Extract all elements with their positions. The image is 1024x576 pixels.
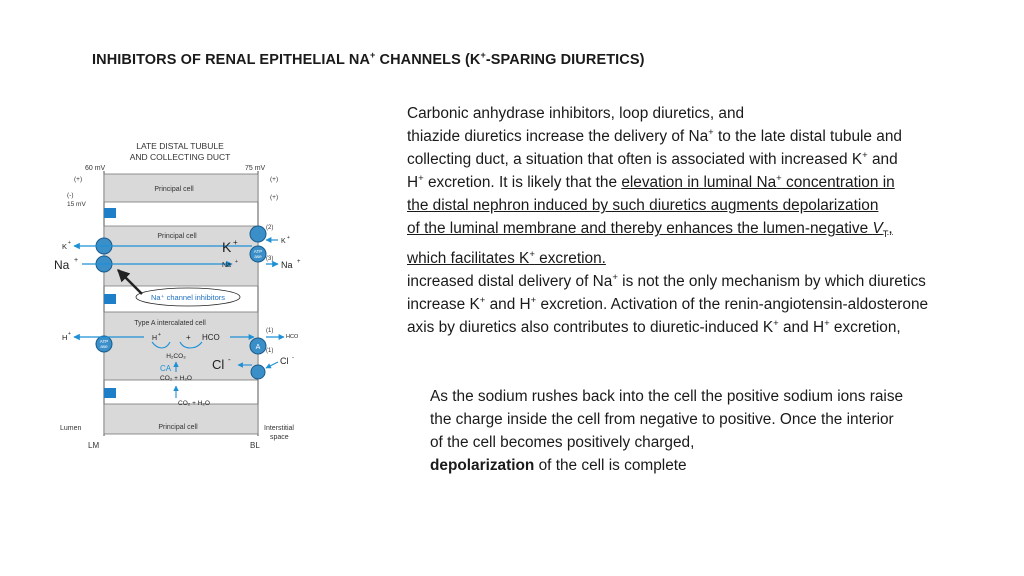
svg-text:ase: ase (254, 254, 262, 259)
k-channel-icon (250, 226, 266, 242)
step-number: (1) (266, 348, 274, 354)
ion-label: K (281, 238, 286, 245)
polarity-label: (+) (270, 194, 279, 201)
interstitial-label: Interstitial (264, 425, 294, 432)
svg-text:-: - (292, 355, 294, 361)
text-line: As the sodium rushes back into the cell the positive sodium ions raise (430, 388, 904, 405)
svg-text:+: + (233, 238, 238, 247)
ion-label: H (152, 335, 158, 342)
svg-text:+: + (68, 331, 71, 337)
text-line: of the luminal membrane and thereby enhances the lumen-negative $V_T$, (407, 220, 893, 240)
cell-label: Principal cell (157, 233, 197, 240)
tight-junction (104, 294, 116, 304)
ion-label: Cl (280, 356, 289, 366)
tight-junction (104, 208, 116, 218)
ion-label: Na (281, 260, 293, 270)
voltage-label: 75 mV (245, 165, 266, 172)
membrane-label-lm: LM (88, 441, 100, 450)
voltage-label: (-) (67, 192, 74, 199)
text-line: H+ excretion. It is likely that the elevation in luminal Na+ concentration in (407, 173, 895, 192)
text-line: of the cell becomes positively charged, (430, 434, 695, 452)
diagram-heading: LATE DISTAL TUBULE (136, 141, 224, 151)
text-line: which facilitates K+ excretion. (407, 248, 606, 267)
ion-label: + (186, 333, 191, 342)
step-number: (1) (266, 328, 274, 334)
lumen-label: Lumen (60, 425, 82, 432)
inhibitor-label: Na⁺ channel inhibitors (150, 293, 226, 302)
ion-label: Na (54, 258, 70, 272)
ion-label: Na (222, 262, 231, 269)
svg-text:+: + (74, 257, 79, 264)
ion-label: K (62, 242, 68, 251)
tight-junction (104, 388, 116, 398)
text-line: collecting duct, a situation that often is associated with increased K+ and (407, 150, 898, 169)
chem-label: CO₂ + H₂O (160, 375, 192, 382)
svg-text:+: + (68, 240, 71, 246)
diagram-heading: AND COLLECTING DUCT (129, 152, 231, 162)
voltage-label: 60 mV (85, 165, 106, 172)
svg-text:+: + (297, 259, 301, 265)
text-line: increase K+ and H+ excretion. Activation of the renin-angiotensin-aldosterone (407, 294, 929, 313)
membrane-label-bl: BL (250, 441, 260, 450)
polarity-label: (+) (270, 176, 279, 183)
svg-text:ase: ase (100, 344, 108, 349)
page-title: INHIBITORS OF RENAL EPITHELIAL NA+ CHANNELS (K+-SPARING DIURETICS) (92, 50, 645, 68)
cl-channel-icon (251, 365, 265, 379)
interstitial-label: space (270, 434, 289, 441)
text-line: increased distal delivery of Na+ is not the only mechanism by which diuretics (407, 271, 926, 290)
voltage-label: 15 mV (67, 201, 86, 208)
ion-label: HCO (286, 334, 299, 340)
svg-text:-: - (228, 355, 231, 364)
svg-text:+: + (235, 259, 238, 265)
chem-label: H₂CO₃ (166, 353, 186, 360)
enzyme-label: CA (160, 364, 172, 373)
text-line: the distal nephron induced by such diuretics augments depolarization (407, 197, 879, 215)
text-line: depolarization of the cell is complete (430, 457, 687, 475)
svg-text:+: + (158, 332, 161, 338)
ion-label: HCO (202, 333, 220, 342)
cell-label: Principal cell (158, 424, 198, 431)
ion-label: K (222, 239, 232, 255)
svg-text:ATP: ATP (99, 339, 109, 344)
ion-label: Cl (212, 357, 225, 372)
svg-text:+: + (287, 235, 290, 241)
text-line: Carbonic anhydrase inhibitors, loop diuretics, and (407, 105, 745, 122)
paragraph-diuretic-mechanism (407, 102, 1017, 339)
step-number: (3) (266, 256, 274, 262)
ion-label: H (62, 333, 68, 342)
paragraph-depolarization (430, 385, 1000, 477)
svg-text:ATP: ATP (253, 249, 263, 254)
polarity-label: (+) (74, 176, 83, 183)
text-line: axis by diuretics also contributes to diuretic-induced K+ and H+ excretion, (407, 317, 901, 336)
tubule-cell-diagram (52, 136, 322, 456)
cell-label: Type A intercalated cell (134, 320, 206, 327)
svg-text:A: A (255, 344, 261, 351)
step-number: (2) (266, 225, 274, 231)
chem-label: CO₂ + H₂O (178, 400, 210, 407)
text-line: thiazide diuretics increase the delivery of Na+ to the late distal tubule and (407, 126, 902, 146)
text-line: the charge inside the cell from negative to positive. Once the interior (430, 411, 894, 429)
cell-label: Principal cell (154, 186, 194, 193)
